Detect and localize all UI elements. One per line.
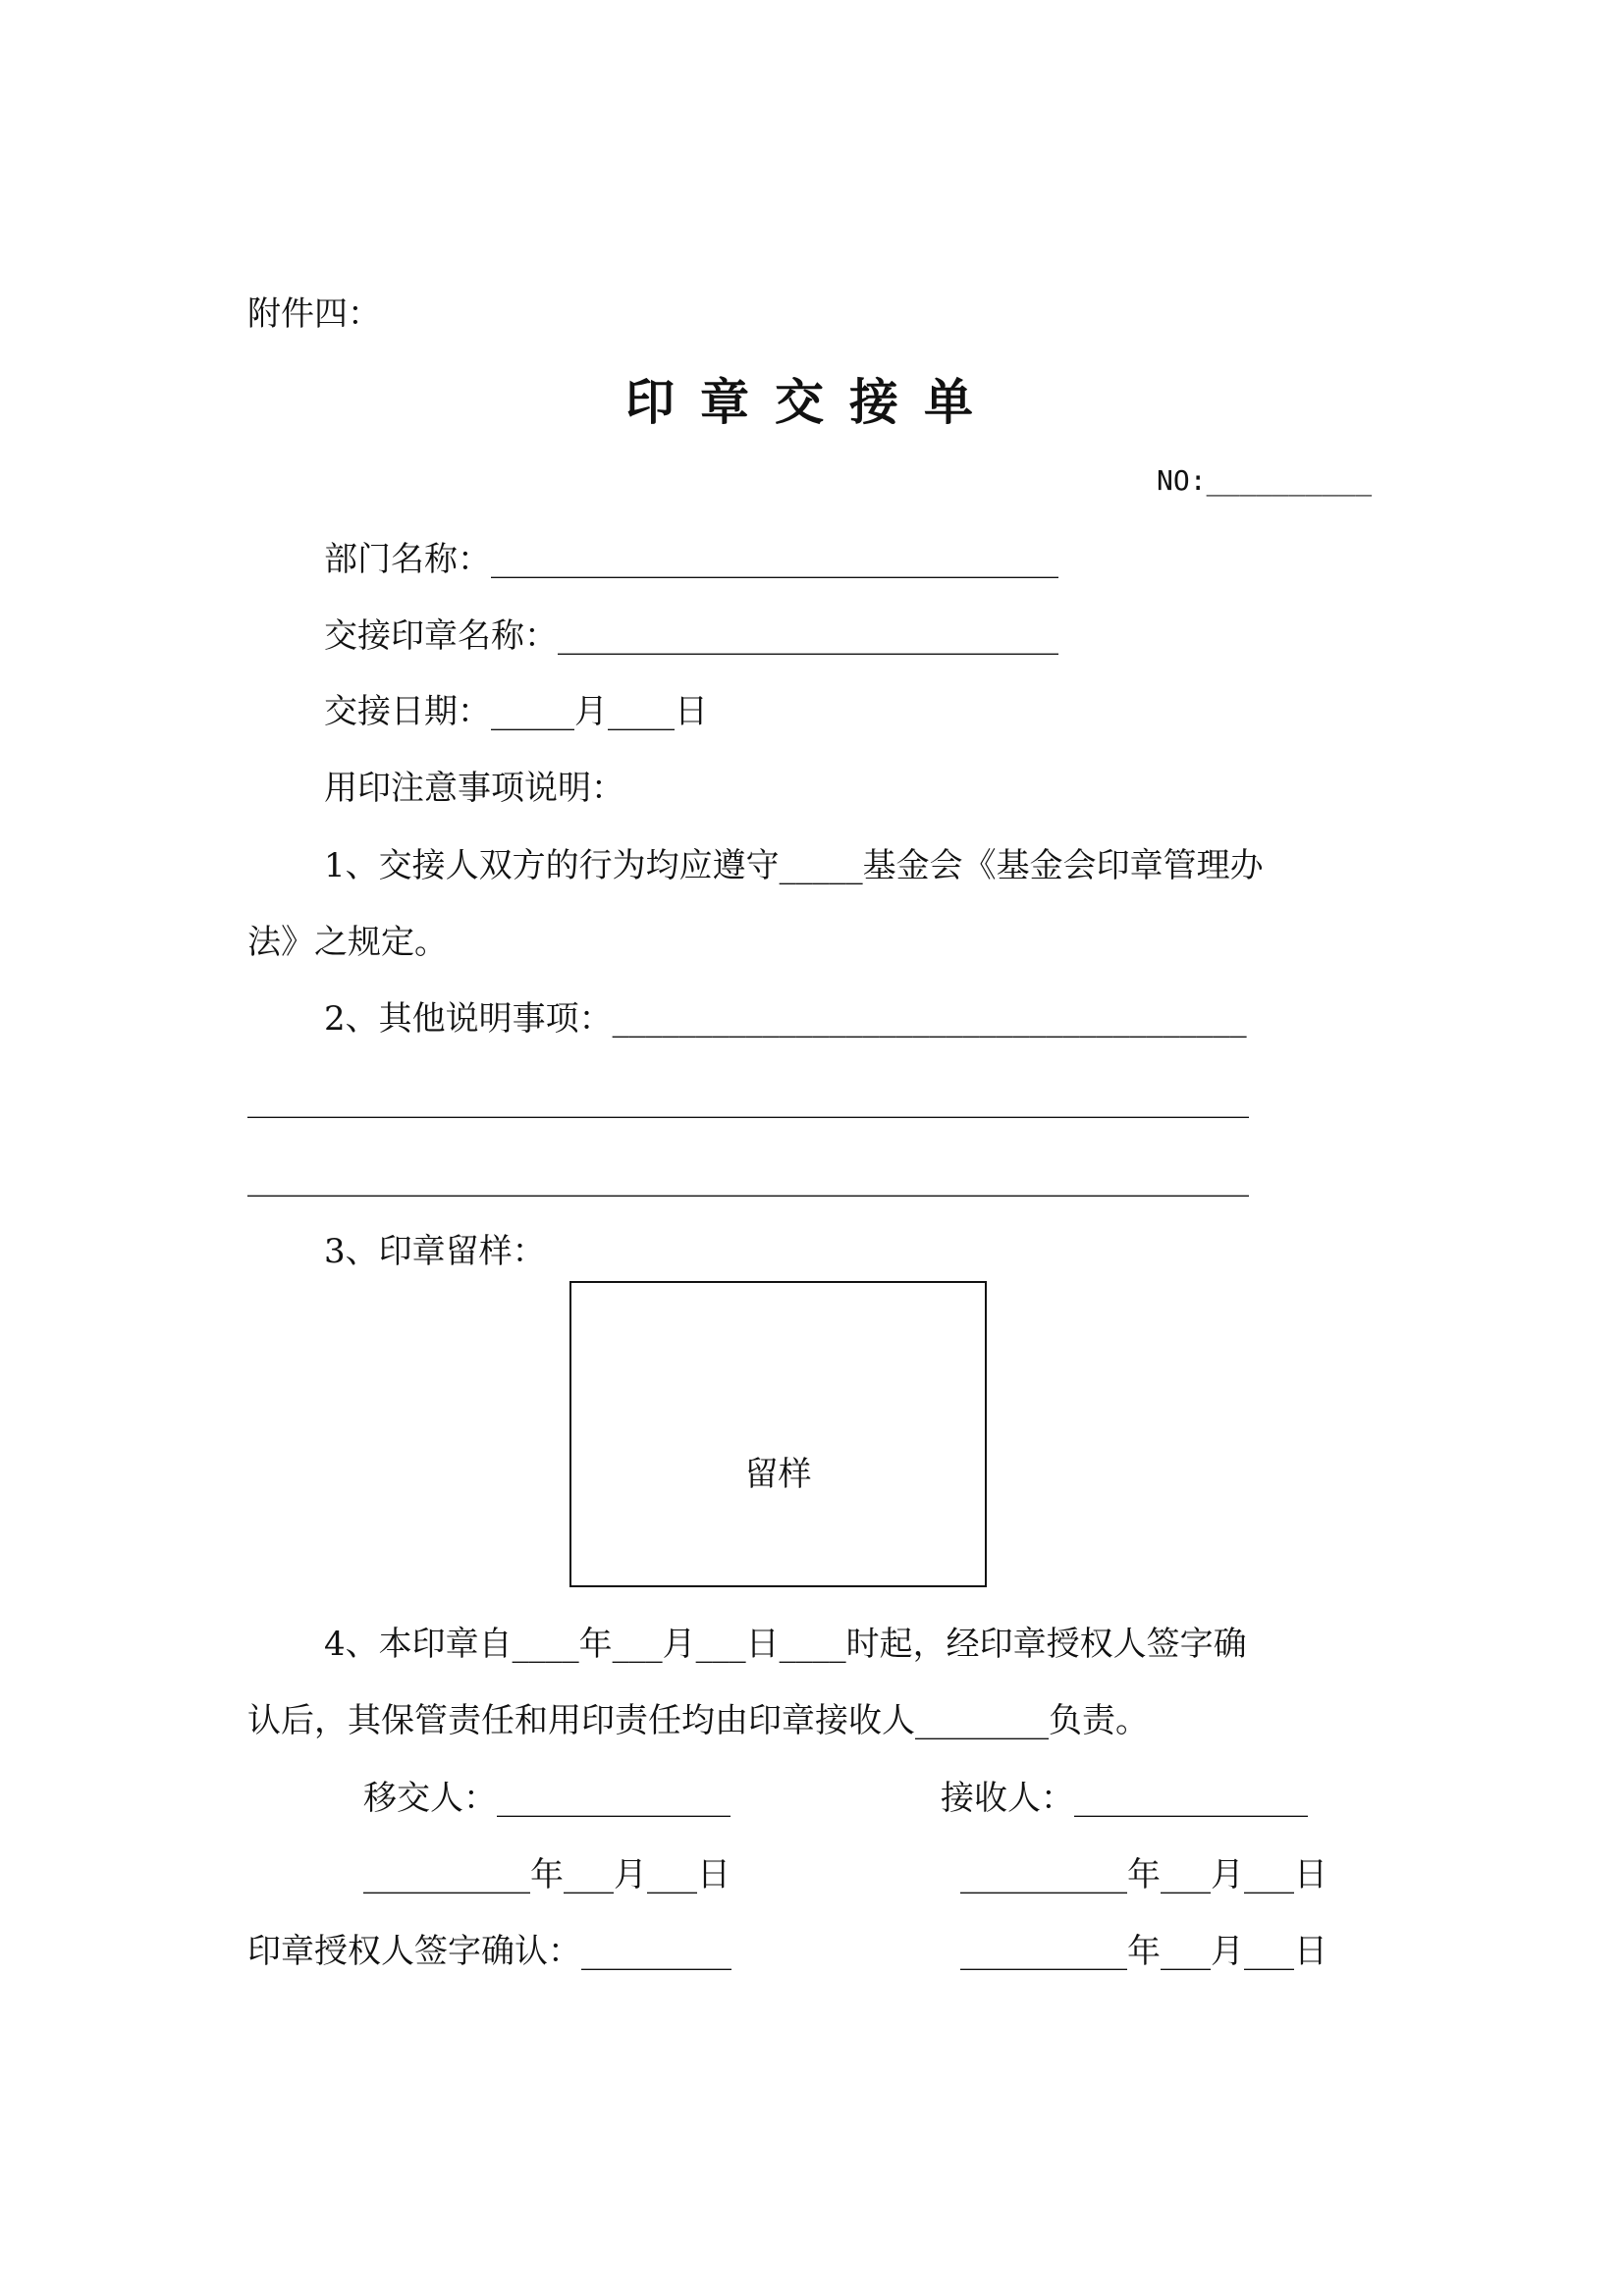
stamp-sample-box bbox=[569, 1281, 987, 1587]
item-4-line-1: 4、本印章自____年___月___日____时起，经印章授权人签字确 bbox=[324, 1625, 1247, 1664]
item-3-label: 3、印章留样： bbox=[324, 1232, 546, 1271]
transferor-field[interactable]: 移交人：______________ bbox=[363, 1779, 731, 1818]
item-1-line-1: 1、交接人双方的行为均应遵守_____基金会《基金会印章管理办 bbox=[324, 846, 1264, 885]
department-field[interactable]: 部门名称：__________________________________ bbox=[324, 540, 1058, 579]
transferor-date-field[interactable]: __________年___月___日 bbox=[363, 1855, 731, 1895]
number-field[interactable]: NO:__________ bbox=[1157, 464, 1373, 497]
item-2-blank-line-3[interactable]: ____________________________________________________________ bbox=[247, 1158, 1249, 1198]
attachment-label: 附件四： bbox=[247, 294, 381, 334]
authorizer-field[interactable]: 印章授权人签字确认：_________ bbox=[247, 1932, 731, 1971]
item-2-line-1[interactable]: 2、其他说明事项：______________________________________ bbox=[324, 999, 1247, 1039]
document-title: 印章交接单 bbox=[625, 374, 999, 431]
seal-name-field[interactable]: 交接印章名称：______________________________ bbox=[324, 616, 1058, 656]
item-1-line-2: 法》之规定。 bbox=[247, 923, 448, 962]
receiver-date-field[interactable]: __________年___月___日 bbox=[960, 1855, 1327, 1895]
authorizer-date-field[interactable]: __________年___月___日 bbox=[960, 1932, 1327, 1971]
notes-heading: 用印注意事项说明： bbox=[324, 769, 624, 808]
item-4-line-2: 认后，其保管责任和用印责任均由印章接收人________负责。 bbox=[247, 1701, 1149, 1740]
item-2-blank-line-2[interactable]: ____________________________________________________________ bbox=[247, 1080, 1249, 1119]
receiver-field[interactable]: 接收人：______________ bbox=[941, 1779, 1308, 1818]
stamp-sample-label: 留样 bbox=[744, 1455, 812, 1494]
handover-date-field[interactable]: 交接日期：_____月____日 bbox=[324, 692, 708, 731]
